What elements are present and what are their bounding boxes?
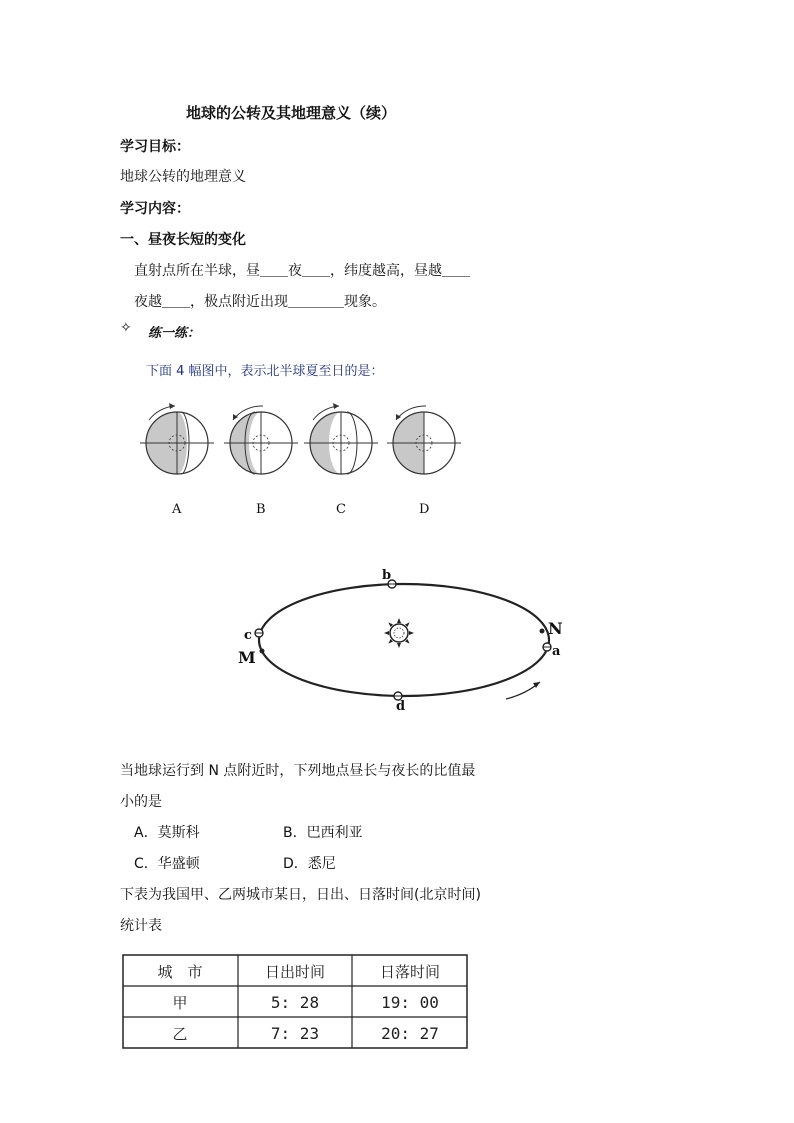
orbit-diagram: [230, 565, 580, 715]
table-header-sunrise: 日出时间: [264, 963, 326, 981]
globe-diagram-d: [387, 406, 461, 474]
label-n: N: [548, 619, 563, 638]
question-2-line-1: 当地球运行到 N 点附近时，下列地点昼长与夜长的比值最: [120, 763, 476, 779]
diagram-label-b: B: [256, 502, 266, 517]
table-cell-sunset-jia: 19: 00: [381, 993, 439, 1012]
fill-blank-line-2: 夜越＿＿，极点附近出现＿＿＿＿现象。: [134, 294, 386, 310]
question-3-line-2: 统计表: [120, 918, 162, 934]
sun-icon: [384, 618, 414, 648]
goals-heading: 学习目标：: [120, 139, 190, 155]
diagram-label-a: A: [172, 502, 182, 517]
sunrise-table: [120, 952, 472, 1052]
diagram-label-c: C: [336, 502, 346, 517]
globe-diagram-c: [304, 403, 378, 474]
page-title: 地球的公转及其地理意义（续）: [186, 104, 397, 122]
bullet-icon: ✧: [120, 320, 132, 336]
label-b: b: [382, 568, 392, 583]
option-c: C．华盛顿: [134, 856, 200, 872]
label-a: a: [552, 644, 561, 659]
diagram-label-d: D: [419, 502, 430, 517]
globe-diagram-b: [224, 406, 298, 474]
point-n-dot: [540, 629, 545, 634]
earth-marker-a: [543, 643, 551, 651]
table-cell-sunset-yi: 20: 27: [381, 1024, 439, 1043]
label-m: M: [238, 648, 256, 667]
table-header-sunset: 日落时间: [379, 963, 441, 981]
label-d: d: [396, 699, 406, 714]
table-cell-sunrise-yi: 7: 23: [270, 1024, 320, 1043]
earth-marker-c: [255, 629, 263, 637]
content-heading: 学习内容：: [120, 201, 190, 217]
section-heading: 一、昼夜长短的变化: [120, 232, 246, 248]
option-d: D．悉尼: [283, 856, 336, 872]
fill-blank-line-1: 直射点所在半球，昼＿＿夜＿＿，纬度越高，昼越＿＿: [134, 263, 470, 279]
table-cell-sunrise-jia: 5: 28: [270, 993, 320, 1012]
globe-diagrams: [130, 395, 470, 485]
point-m-dot: [260, 649, 265, 654]
table-header-city: 城 市: [157, 963, 203, 981]
goals-text: 地球公转的地理意义: [120, 169, 246, 185]
globe-diagram-a: [140, 403, 214, 474]
table-cell-city-jia: 甲: [172, 994, 188, 1012]
practice-label: 练一练：: [148, 326, 201, 341]
table-cell-city-yi: 乙: [172, 1025, 188, 1043]
question-3-line-1: 下表为我国甲、乙两城市某日，日出、日落时间(北京时间): [120, 887, 481, 903]
option-b: B．巴西利亚: [283, 825, 363, 841]
question-2-line-2: 小的是: [120, 794, 162, 810]
option-a: A．莫斯科: [134, 825, 200, 841]
question-1: 下面 4 幅图中，表示北半球夏至日的是：: [146, 364, 384, 379]
label-c: c: [244, 628, 252, 643]
